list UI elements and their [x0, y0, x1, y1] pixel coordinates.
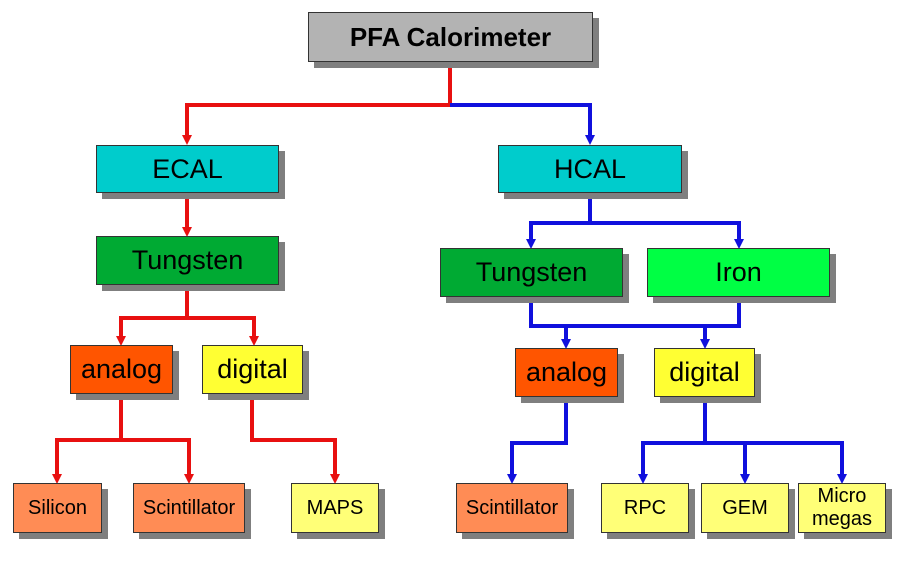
hcal-gem-box: GEM — [701, 483, 789, 533]
hcal-to-tungsten-connector — [531, 193, 590, 244]
title-to-ecal-connector — [187, 62, 450, 140]
title-box: PFA Calorimeter — [308, 12, 593, 62]
hcal-digital-sensors-connector — [643, 443, 842, 479]
ecal-analog-box: analog — [70, 345, 173, 394]
hcal-scintillator-box: Scintillator — [456, 483, 568, 533]
hcal-micromegas-box — [798, 483, 886, 533]
micromegas-label-line2: megas — [811, 508, 873, 530]
ecal-analog-to-scintillator-connector — [121, 440, 189, 479]
hcal-tungsten-box: Tungsten — [440, 248, 623, 297]
ecal-tungsten-to-digital-connector — [187, 318, 254, 341]
ecal-tungsten-box: Tungsten — [96, 236, 279, 285]
ecal-tungsten-to-analog-connector — [121, 285, 187, 341]
ecal-silicon-box: Silicon — [13, 483, 102, 533]
ecal-analog-to-silicon-connector — [57, 394, 121, 479]
title-to-hcal-connector — [450, 105, 590, 140]
hcal-box: HCAL — [498, 145, 682, 193]
hcal-analog-box: analog — [515, 348, 618, 397]
ecal-maps-box: MAPS — [291, 483, 379, 533]
ecal-digital-to-maps-connector — [252, 394, 335, 479]
hcal-analog-to-scintillator-connector — [512, 397, 566, 479]
ecal-scintillator-box: Scintillator — [133, 483, 245, 533]
hcal-rpc-box: RPC — [601, 483, 689, 533]
micromegas-label-line1: Micro — [817, 485, 867, 507]
hcal-to-iron-connector — [590, 223, 739, 244]
hcal-iron-box: Iron — [647, 248, 830, 297]
hcal-absorber-merge-connector — [531, 297, 739, 326]
ecal-box: ECAL — [96, 145, 279, 193]
ecal-digital-box: digital — [202, 345, 303, 394]
hcal-digital-box: digital — [654, 348, 755, 397]
